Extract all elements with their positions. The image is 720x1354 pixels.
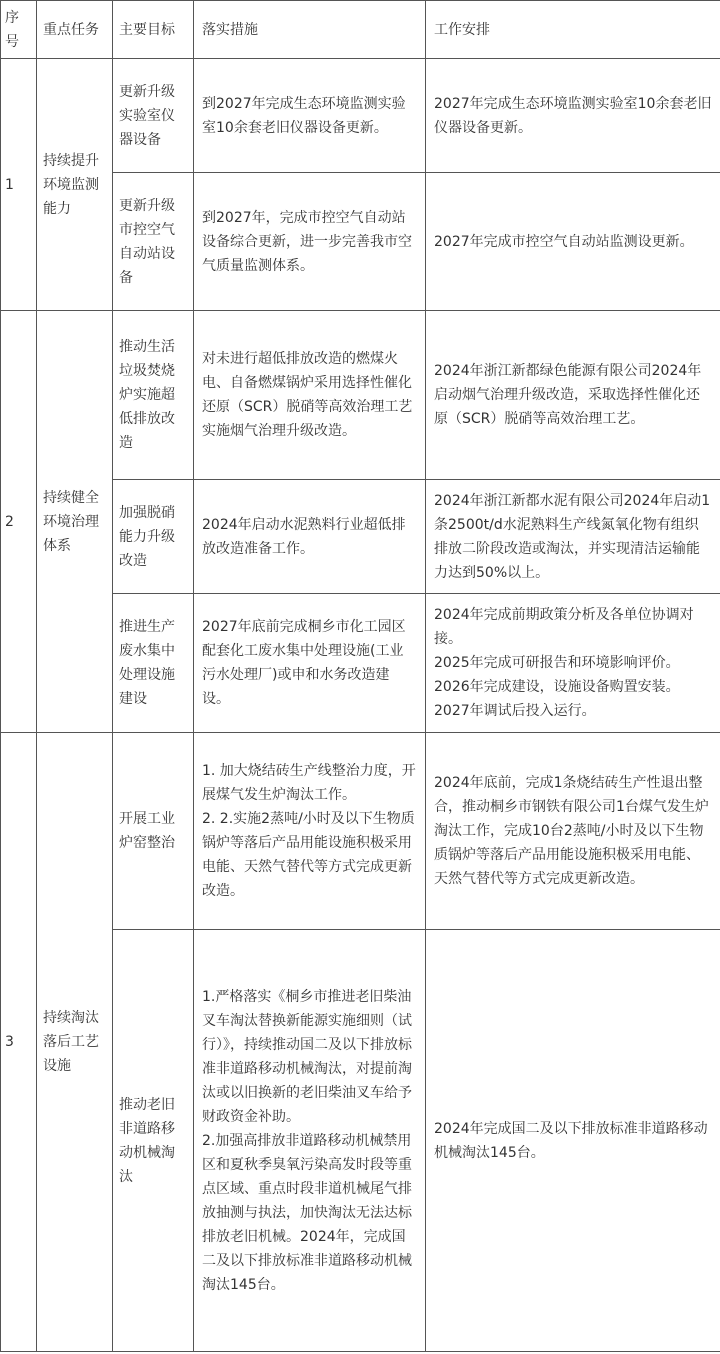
group-index: 2: [1, 311, 37, 733]
row-measures: [194, 930, 426, 1352]
header-arrangement: 工作安排: [426, 1, 720, 59]
row-measures: 到2027年，完成市控空气自动站设备综合更新，进一步完善我市空气质量监测体系。: [194, 173, 426, 311]
group-index: 3: [1, 733, 37, 1352]
row-arrangement: 2024年完成国二及以下排放标准非道路移动机械淘汰145台。: [426, 930, 720, 1352]
group-task: 持续提升环境监测能力: [37, 59, 113, 311]
row-goal: 更新升级市控空气自动站设备: [113, 173, 194, 311]
header-measures: 落实措施: [194, 1, 426, 59]
row-goal: 加强脱硝能力升级改造: [113, 480, 194, 594]
row-arrangement: 2024年浙江新都水泥有限公司2024年启动1条2500t/d水泥熟料生产线氮氧化物有组织排放二阶段改造或淘汰，并实现清洁运输能力达到50%以上。: [426, 480, 720, 594]
table-row: [1, 59, 720, 173]
arrangement-line: 2026年完成建设，设施设备购置安装。: [434, 679, 680, 695]
arrangement-line: 2024年完成前期政策分析及各单位协调对接。: [434, 607, 694, 647]
row-arrangement: 2027年完成市控空气自动站监测设更新。: [426, 173, 720, 311]
row-measures: 2027年底前完成桐乡市化工园区配套化工废水集中处理设施(工业污水处理厂)或申和水务改造建设。: [194, 594, 426, 733]
measures-line: 1.严格落实《桐乡市推进老旧柴油叉车淘汰替换新能源实施细则（试行）》，持续推动国二及以下排放标准非道路移动机械淘汰，对提前淘汰或以旧换新的老旧柴油叉车给予财政资金补助。: [202, 988, 412, 1125]
row-goal: 推动生活垃圾焚烧炉实施超低排放改造: [113, 311, 194, 480]
group-index: 1: [1, 59, 37, 311]
header-goal: 主要目标: [113, 1, 194, 59]
header-task: 重点任务: [37, 1, 113, 59]
arrangement-line: 2027年调试后投入运行。: [434, 703, 596, 719]
row-measures: [194, 733, 426, 930]
arrangement-line: 2025年完成可研报告和环境影响评价。: [434, 655, 680, 671]
header-row: [1, 1, 720, 59]
group-task: 持续健全环境治理体系: [37, 311, 113, 733]
row-measures: 对未进行超低排放改造的燃煤火电、自备燃煤锅炉采用选择性催化还原（SCR）脱硝等高效治理工艺实施烟气治理升级改造。: [194, 311, 426, 480]
measures-line: 1. 加大烧结砖生产线整治力度，开展煤气发生炉淘汰工作。: [202, 763, 416, 803]
table-row: [1, 311, 720, 480]
header-index: 序号: [1, 1, 37, 59]
row-arrangement: 2027年完成生态环境监测实验室10余套老旧仪器设备更新。: [426, 59, 720, 173]
table-row: [1, 733, 720, 930]
row-goal: 开展工业炉窑整治: [113, 733, 194, 930]
row-arrangement: [426, 594, 720, 733]
row-goal: 更新升级实验室仪器设备: [113, 59, 194, 173]
row-measures: 2024年启动水泥熟料行业超低排放改造准备工作。: [194, 480, 426, 594]
row-goal: 推进生产废水集中处理设施建设: [113, 594, 194, 733]
group-task: 持续淘汰落后工艺设施: [37, 733, 113, 1352]
row-arrangement: 2024年浙江新都绿色能源有限公司2024年启动烟气治理升级改造，采取选择性催化还原（SCR）脱硝等高效治理工艺。: [426, 311, 720, 480]
measures-line: 2. 2.实施2蒸吨/小时及以下生物质锅炉等落后产品用能设施积极采用电能、天然气替代等方式完成更新改造。: [202, 811, 415, 899]
row-goal: 推动老旧非道路移动机械淘汰: [113, 930, 194, 1352]
measures-line: 2.加强高排放非道路移动机械禁用区和夏秋季臭氧污染高发时段等重点区域、重点时段非道机械尾气排放抽测与执法，加快淘汰无法达标排放老旧机械。2024年，完成国二及以下排放标准非道路移动机械淘汰145台。: [202, 1132, 412, 1293]
row-measures: 到2027年完成生态环境监测实验室10余套老旧仪器设备更新。: [194, 59, 426, 173]
row-arrangement: 2024年底前，完成1条烧结砖生产性退出整合，推动桐乡市钢铁有限公司1台煤气发生炉淘汰工作，完成10台2蒸吨/小时及以下生物质锅炉等落后产品用能设施积极采用电能、天然气替代等方式完成更新改造。: [426, 733, 720, 930]
